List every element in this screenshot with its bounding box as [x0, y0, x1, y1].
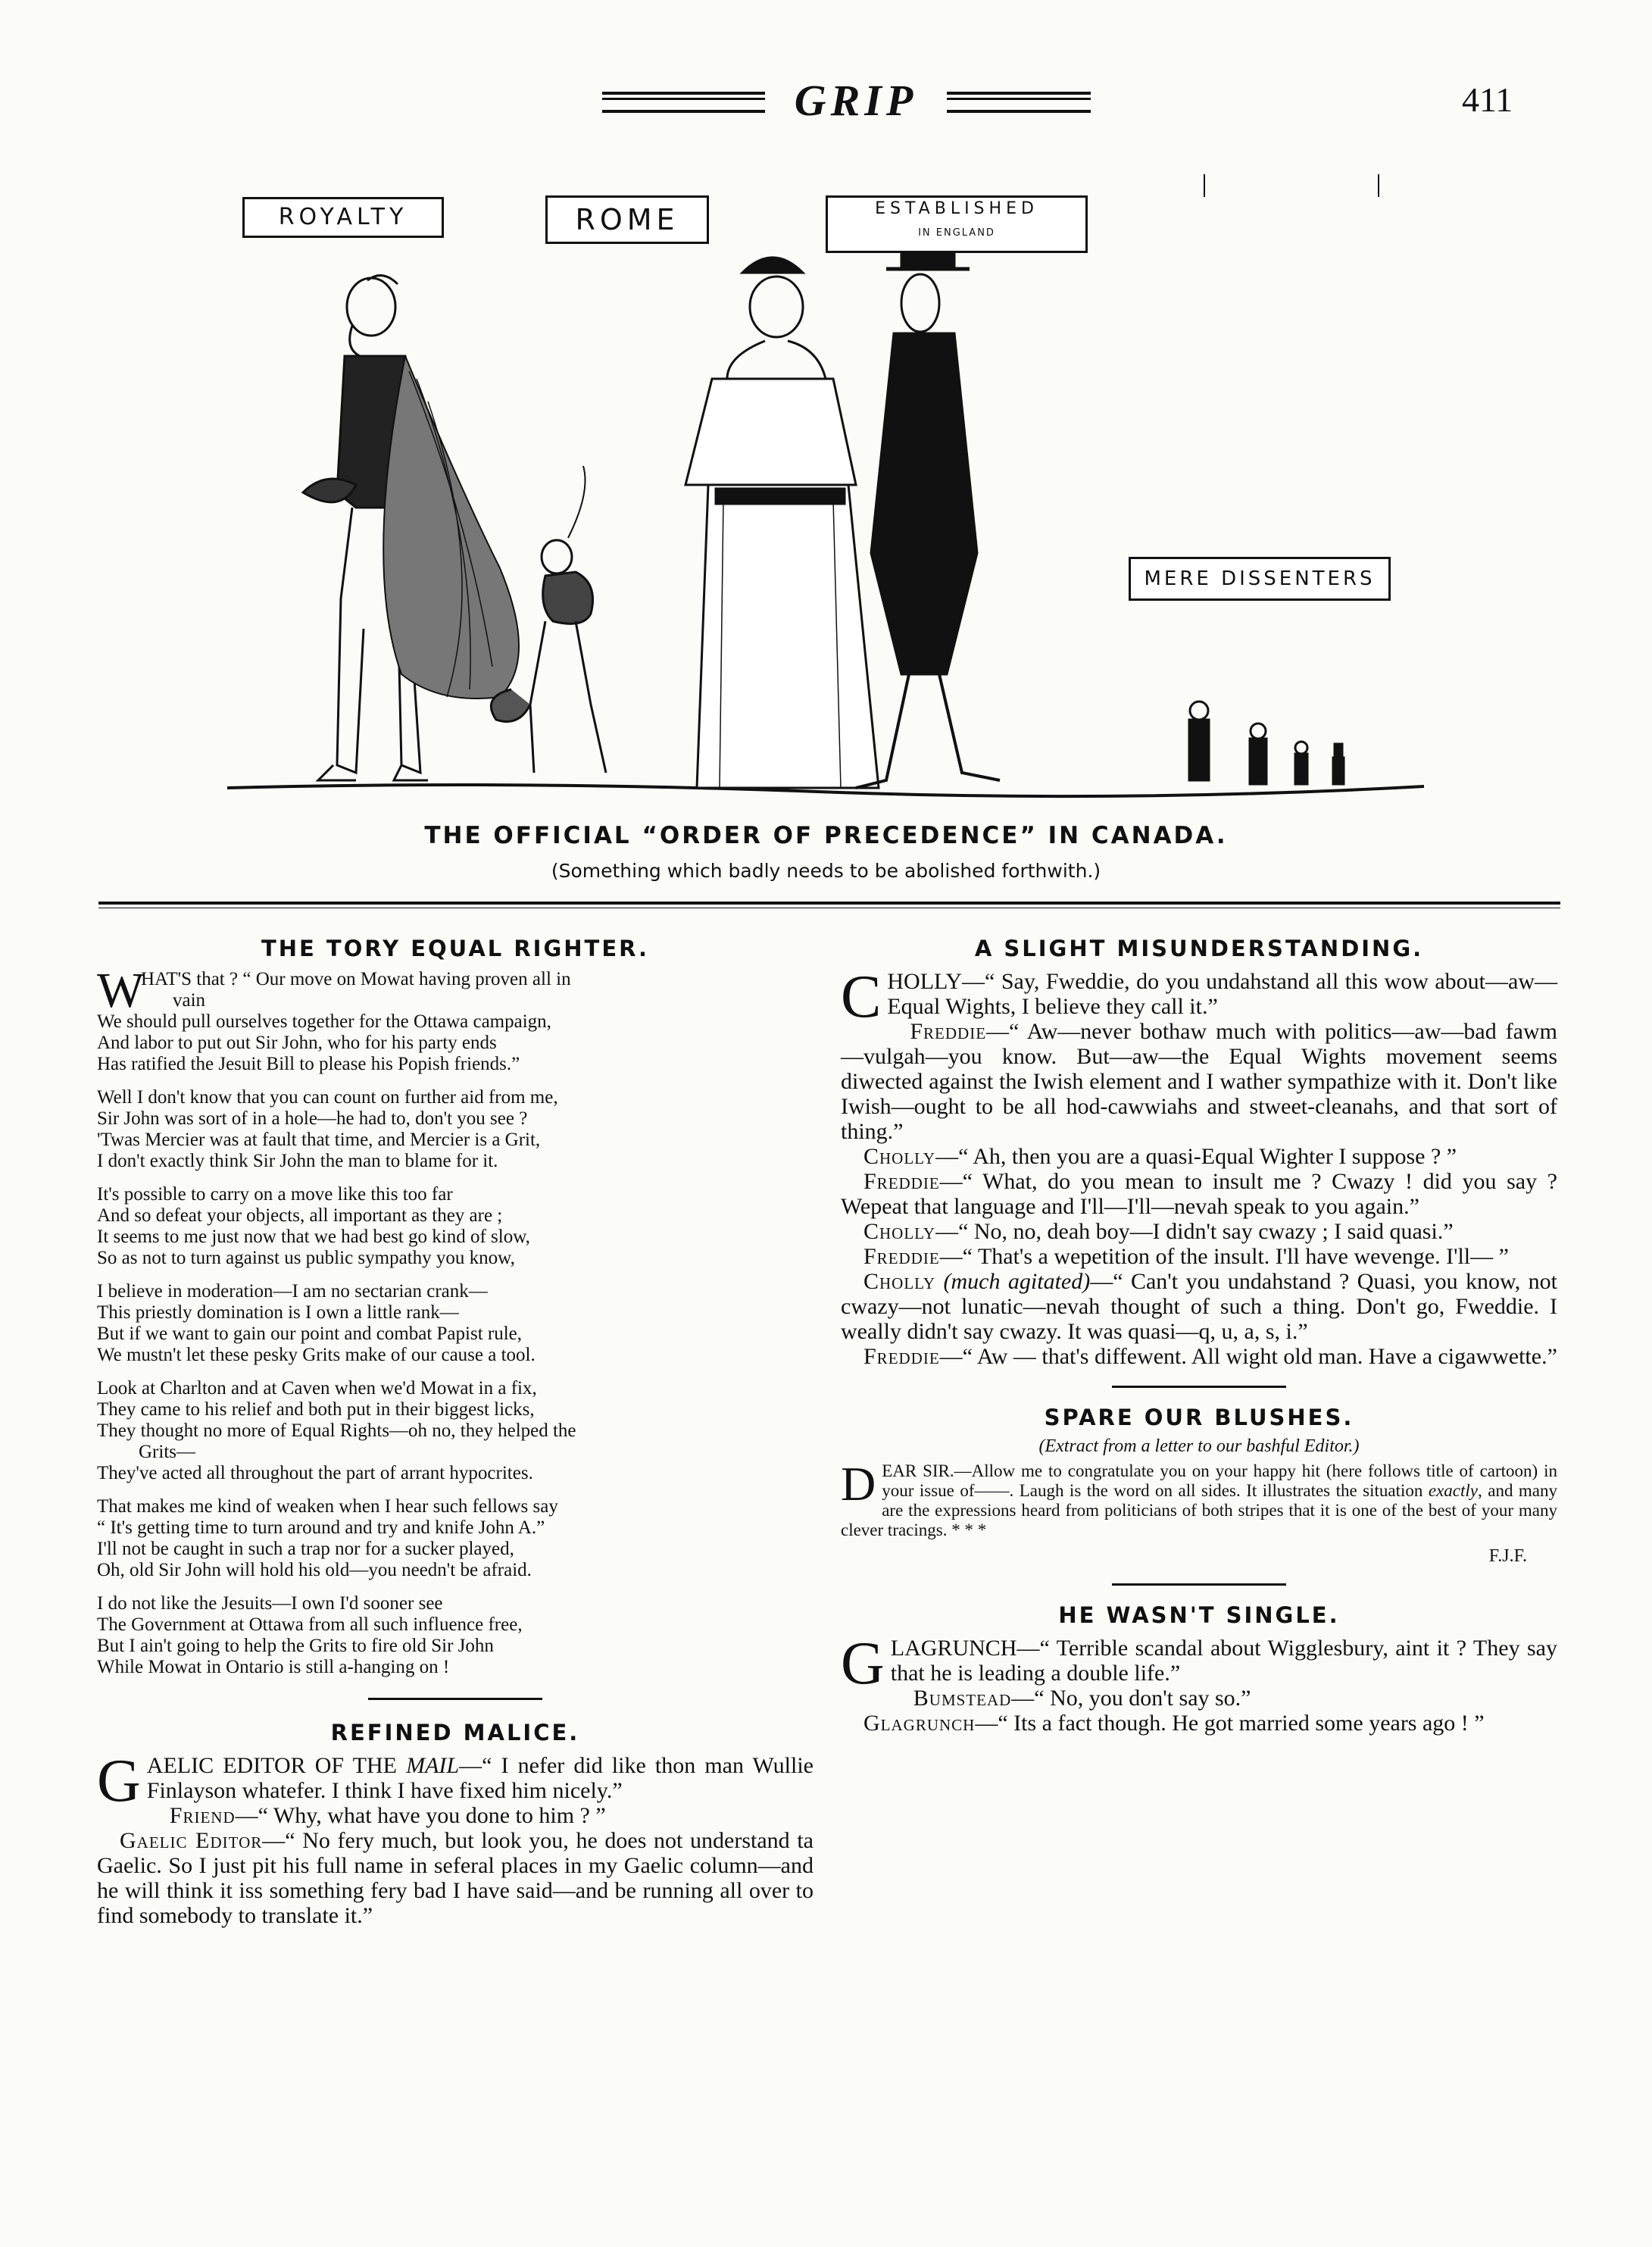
poem-stanza — [97, 1593, 814, 1678]
letter-text: EAR SIR.—Allow me to congratulate you on your happy hit (here follows title of cartoon) in your issue of——. Laugh is the word on all sides. It illustrates the situation — [882, 1461, 1557, 1500]
poem-line: They've acted all throughout the part of arrant hypocrites. — [97, 1463, 533, 1483]
poem-line: It's possible to carry on a move like this too far — [97, 1184, 453, 1205]
dialogue: —“ Aw—never bothaw much with politics—aw—bad fawm—vulgah—you know. But—aw—the Equal Wights movement seems diwected against the Iwish element and I wather sympathize with it. Don't like Iwish—ought to be all hod-cawwiahs and stweet-cleanahs, and that sort of thing.” — [841, 1019, 1557, 1144]
dialogue: —“ No, no, deah boy—I didn't say cwazy ; I said quasi.” — [935, 1219, 1454, 1244]
poem-stanza — [97, 1378, 814, 1484]
sign-royalty: ROYALTY — [242, 197, 444, 238]
poem-stanza — [97, 963, 814, 1075]
poem-line: While Mowat in Ontario is still a-hanging on ! — [97, 1657, 450, 1677]
paragraph — [841, 1169, 1557, 1219]
poem-line: It seems to me just now that we had best go kind of slow, — [97, 1227, 530, 1247]
speaker: AELIC EDITOR OF THE — [146, 1753, 397, 1778]
paragraph — [97, 1803, 814, 1828]
dissenters-figures — [1189, 702, 1344, 784]
blushes-subtitle: (Extract from a letter to our bashful Editor.) — [1038, 1436, 1360, 1456]
paragraph — [841, 1344, 1557, 1369]
poem-body — [97, 963, 814, 1678]
poem-line: And so defeat your objects, all important as they are ; — [97, 1205, 503, 1226]
poem-line: Look at Charlton and at Caven when we'd Mowat in a fix, — [97, 1378, 537, 1399]
letter-emphasis: exactly — [1428, 1481, 1479, 1500]
magazine-title: GRIP — [794, 76, 918, 125]
right-column — [841, 936, 1557, 1736]
poem-stanza — [97, 1281, 814, 1366]
speaker: Freddie — [910, 1019, 987, 1044]
cartoon-subcaption: (Something which badly needs to be abolished forthwith.) — [551, 860, 1101, 882]
drop-cap: C — [841, 964, 882, 1030]
misunderstanding-title: A SLIGHT MISUNDERSTANDING. — [974, 936, 1424, 961]
speaker: Cholly — [863, 1269, 936, 1294]
poem-line: vain — [173, 990, 206, 1011]
sign-mere-dissenters: MERE DISSENTERS — [1129, 557, 1391, 601]
paragraph — [841, 1219, 1557, 1244]
page-number: 411 — [1462, 80, 1513, 119]
speaker: Freddie — [863, 1244, 940, 1269]
paragraph — [841, 1144, 1557, 1169]
drop-cap: D — [841, 1457, 876, 1511]
poem-line: I don't exactly think Sir John the man to blame for it. — [97, 1151, 498, 1171]
dialogue: —“ What, do you mean to insult me ? Cwazy ! did you say ? Wepeat that language and I'll—I'll—nevah speak to you again.” — [841, 1169, 1557, 1219]
poem-line: Oh, old Sir John will hold his old—you needn't be afraid. — [97, 1560, 532, 1580]
masthead — [0, 76, 1652, 125]
paragraph — [97, 1748, 814, 1814]
dialogue: —“ Terrible scandal about Wigglesbury, aint it ? They say that he is leading a double life.” — [890, 1636, 1557, 1686]
poem-stanza — [97, 1496, 814, 1581]
speaker: HOLLY — [887, 969, 963, 994]
misunderstanding-body — [841, 964, 1558, 1369]
dialogue: —“ Aw — that's diffewent. All wight old man. Have a cigawwette.” — [939, 1344, 1557, 1369]
paragraph — [841, 1686, 1557, 1711]
bishop-figure — [856, 201, 1000, 788]
single-title: HE WASN'T SINGLE. — [1058, 1602, 1340, 1628]
poem-title: THE TORY EQUAL RIGHTER. — [261, 936, 650, 961]
poem-line: That makes me kind of weaken when I hear such fellows say — [97, 1496, 558, 1517]
paragraph — [97, 1828, 814, 1928]
section-separator — [1112, 1583, 1286, 1586]
blushes-body — [841, 1457, 1558, 1540]
section-separator — [1112, 1386, 1286, 1388]
masthead-rule-left — [602, 92, 765, 113]
cardinal-figure — [685, 258, 879, 788]
single-body — [841, 1630, 1557, 1736]
speaker: Cholly — [863, 1219, 936, 1244]
poem-line: They came to his relief and both put in their biggest licks, — [97, 1399, 535, 1420]
paragraph — [841, 1269, 1557, 1344]
masthead-rule-right — [947, 92, 1091, 113]
poem-line: The Government at Ottawa from all such influence free, — [97, 1614, 523, 1635]
dialogue: —“ Can't you undahstand ? Quasi, you know, not cwazy—not lunatic—nevah thought of such a thing. Don't go, Fweddie. I weally didn't say cwazy. It was quasi—q, u, a, s, i.” — [841, 1269, 1558, 1344]
speaker: Gaelic Editor — [120, 1828, 263, 1853]
dialogue: —“ Ah, then you are a quasi-Equal Wighter I suppose ? ” — [935, 1144, 1457, 1169]
poem-stanza — [97, 1087, 814, 1172]
stage-direction: (much agitated) — [943, 1269, 1091, 1294]
left-column — [97, 936, 814, 1928]
letter-text: , and many are the expressions heard from politicians of both stripes that it is one of the best of your many clever tracings. * * * — [841, 1481, 1558, 1539]
drop-cap: G — [841, 1630, 885, 1697]
cartoon-caption: THE OFFICIAL “ORDER OF PRECEDENCE” IN CANADA. — [424, 822, 1228, 849]
cartoon-drawing — [212, 174, 1447, 811]
speaker: Cholly — [863, 1144, 936, 1169]
sign-established-label: ESTABLISHED — [875, 199, 1038, 218]
malice-title: REFINED MALICE. — [330, 1720, 580, 1745]
dialogue: —“ That's a wepetition of the insult. I'll have wevenge. I'll— ” — [939, 1244, 1509, 1269]
king-figure — [303, 276, 519, 780]
poem-line: Well I don't know that you can count on further aid from me, — [97, 1087, 558, 1108]
speaker: Bumstead — [913, 1686, 1012, 1711]
sign-rome: ROME — [545, 195, 709, 244]
poem-line: Sir John was sort of in a hole—he had to, don't you see ? — [97, 1108, 528, 1129]
poem-line: Grits— — [139, 1442, 195, 1462]
dialogue: —“ No fery much, but look you, he does not understand ta Gaelic. So I just pit his full name in seferal places in my Gaelic column—and he will think it iss something fery bad I have said—and be running all over to find somebody to translate it.” — [97, 1828, 814, 1928]
drop-cap: W — [97, 963, 145, 1018]
poem-line: I believe in moderation—I am no sectarian crank— — [97, 1281, 488, 1302]
poem-line: 'Twas Mercier was at fault that time, and Mercier is a Grit, — [97, 1130, 541, 1150]
dialogue: —“ I nefer did like thon man Wullie Finlayson whatefer. I think I have fixed him nicely.” — [146, 1753, 814, 1803]
poem-line: This priestly domination is I own a little rank— — [97, 1302, 459, 1323]
poem-line: But if we want to gain our point and combat Papist rule, — [97, 1324, 523, 1344]
speaker: Friend — [169, 1803, 236, 1828]
speaker: Glagrunch — [863, 1711, 976, 1736]
sign-established — [826, 195, 1088, 253]
malice-body — [97, 1748, 814, 1928]
speaker: Freddie — [863, 1344, 940, 1369]
poem-line: So as not to turn against us public sympathy you know, — [97, 1248, 515, 1268]
dialogue: —“ Say, Fweddie, do you undahstand all this wow about—aw—Equal Wights, I believe they call it.” — [887, 969, 1557, 1019]
poem-line: I'll not be caught in such a trap nor for a sucker played, — [97, 1539, 514, 1559]
cartoon-illustration — [212, 174, 1447, 811]
poem-line: And labor to put out Sir John, who for his party ends — [97, 1033, 497, 1053]
paragraph — [841, 1019, 1557, 1144]
drop-cap: G — [97, 1748, 141, 1814]
section-separator — [368, 1698, 542, 1700]
paragraph — [841, 1244, 1557, 1269]
paragraph — [841, 1630, 1557, 1697]
speaker: Freddie — [863, 1169, 940, 1194]
sign-established-small: IN ENGLAND — [918, 227, 995, 239]
paragraph — [841, 1711, 1557, 1736]
poem-line: But I ain't going to help the Grits to fire old Sir John — [97, 1636, 494, 1656]
divider-rule — [98, 902, 1560, 905]
mail-title: MAIL — [406, 1753, 460, 1778]
poem-line: We mustn't let these pesky Grits make of our cause a tool. — [97, 1345, 536, 1365]
paragraph — [841, 964, 1557, 1030]
blushes-title: SPARE OUR BLUSHES. — [1044, 1405, 1354, 1430]
poem-line: HAT'S that ? “ Our move on Mowat having proven all in — [141, 969, 571, 989]
poem-stanza — [97, 1184, 814, 1269]
signature: F.J.F. — [1488, 1546, 1527, 1566]
dialogue: —“ No, you don't say so.” — [1011, 1686, 1251, 1711]
poem-line: “ It's getting time to turn around and try and knife John A.” — [97, 1517, 545, 1538]
speaker: LAGRUNCH — [890, 1636, 1017, 1661]
dialogue: —“ Why, what have you done to him ? ” — [235, 1803, 606, 1828]
poem-line: They thought no more of Equal Rights—oh no, they helped the — [97, 1420, 576, 1441]
dialogue: —“ Its a fact though. He got married some years ago ! ” — [975, 1711, 1485, 1736]
poem-line: I do not like the Jesuits—I own I'd sooner see — [97, 1593, 443, 1614]
poem-line: We should pull ourselves together for the Ottawa campaign, — [97, 1011, 551, 1032]
poem-line: Has ratified the Jesuit Bill to please his Popish friends.” — [97, 1054, 520, 1074]
